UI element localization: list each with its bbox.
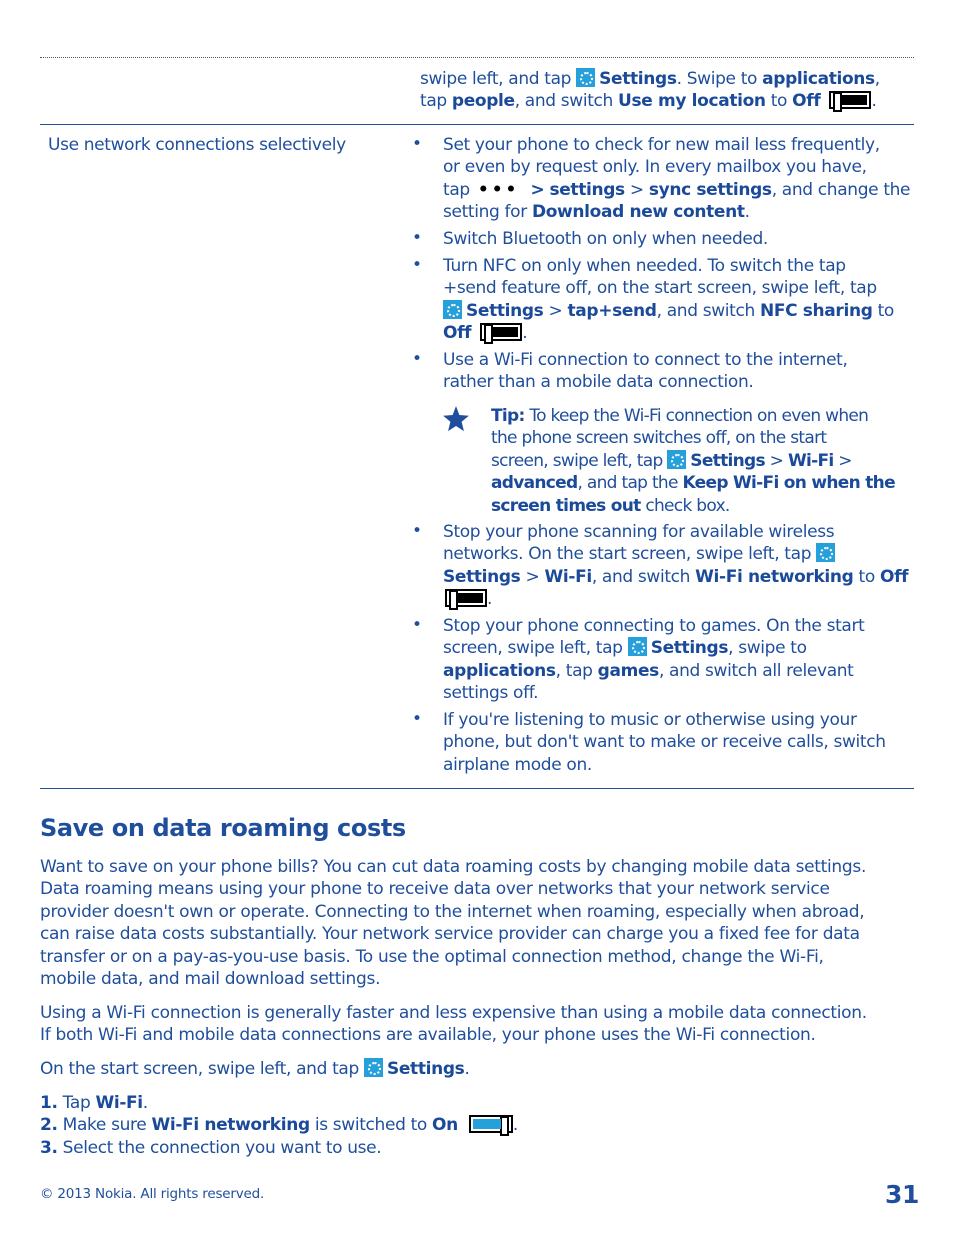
bullet-7: • [412,709,422,729]
settings-gear-icon [816,543,835,562]
table-rule-bottom [40,788,914,789]
bullet-1: • [412,134,422,154]
paragraph-2: Using a Wi-Fi connection is generally faster and less expensive than using a mobile data connection. If both Wi-Fi and mobile data connections are available, your phone uses the Wi-Fi connection. [40,1003,867,1046]
settings-gear-icon [443,300,462,319]
more-dots-icon: ••• [477,179,520,200]
step-2: 2. Make sure Wi-Fi networking is switched to On . [40,1115,518,1136]
page-number: 31 [885,1180,920,1209]
bullet-2-text: Switch Bluetooth on only when needed. [443,229,768,249]
step-1: 1. Tap Wi-Fi. [40,1093,148,1113]
bullet-3: • [412,255,422,275]
switch-on-icon [469,1115,513,1133]
settings-gear-icon [667,450,686,469]
top-row-line-2: tap people, and switch Use my location to Off . [420,91,877,111]
tip-text: Tip: To keep the Wi-Fi connection on even when the phone screen switches off, on the start screen, swipe left, tap Settings > Wi-Fi > advanced, and tap the Keep Wi-Fi on when the screen times out check box. [491,406,895,516]
star-tip-icon [442,405,470,433]
settings-gear-icon [628,637,647,656]
bullet-5: • [412,521,422,541]
bullet-6-text: Stop your phone connecting to games. On the start screen, swipe left, tap Settings, swipe to applications, tap games, and switch all relevant settings off. [443,616,865,704]
paragraph-1: Want to save on your phone bills? You can cut data roaming costs by changing mobile data settings. Data roaming means using your phone to receive data over networks that your network service provider doesn't own or operate. Connecting to the internet when roaming, especially when abroad, can raise data costs substantially. Your network service provider can charge you a fixed fee for data transfer or on a pay-as-you-use basis. To use the optimal connection method, change the Wi-Fi, mobile data, and mail download settings. [40,857,867,990]
bullet-2: • [412,228,422,248]
paragraph-3: On the start screen, swipe left, and tap Settings. [40,1059,470,1079]
switch-off-icon [480,323,522,341]
bullet-5-text: Stop your phone scanning for available wireless networks. On the start screen, swipe left, tap Settings > Wi-Fi, and switch Wi-Fi networking to Off . [443,522,909,610]
table-rule-top [40,124,914,125]
top-dotted-rule [40,57,914,58]
bullet-3-text: Turn NFC on only when needed. To switch the tap +send feature off, on the start screen, swipe left, tap Settings > tap+send, and switch NFC sharing to Off . [443,256,894,344]
bullet-4: • [412,349,422,369]
top-row-line-1: swipe left, and tap Settings. Swipe to applications, [420,69,880,89]
section-heading: Save on data roaming costs [40,814,406,842]
bullet-1-text: Set your phone to check for new mail less frequently, or even by request only. In every mailbox you have, tap ••• > settings > sync settings, and change the setting for Download new content. [443,135,911,223]
bullet-6: • [412,615,422,635]
copyright: © 2013 Nokia. All rights reserved. [40,1186,265,1202]
bullet-4-text: Use a Wi-Fi connection to connect to the internet, rather than a mobile data connection. [443,350,848,393]
settings-gear-icon [364,1058,383,1077]
steps-list [40,1092,518,1159]
bullet-7-text: If you're listening to music or otherwise using your phone, but don't want to make or receive calls, switch airplane mode on. [443,710,886,775]
switch-off-icon [829,91,871,109]
step-3: 3. Select the connection you want to use. [40,1137,382,1158]
settings-gear-icon [576,68,595,87]
switch-off-icon [445,589,487,607]
row-label: Use network connections selectively [48,135,346,155]
